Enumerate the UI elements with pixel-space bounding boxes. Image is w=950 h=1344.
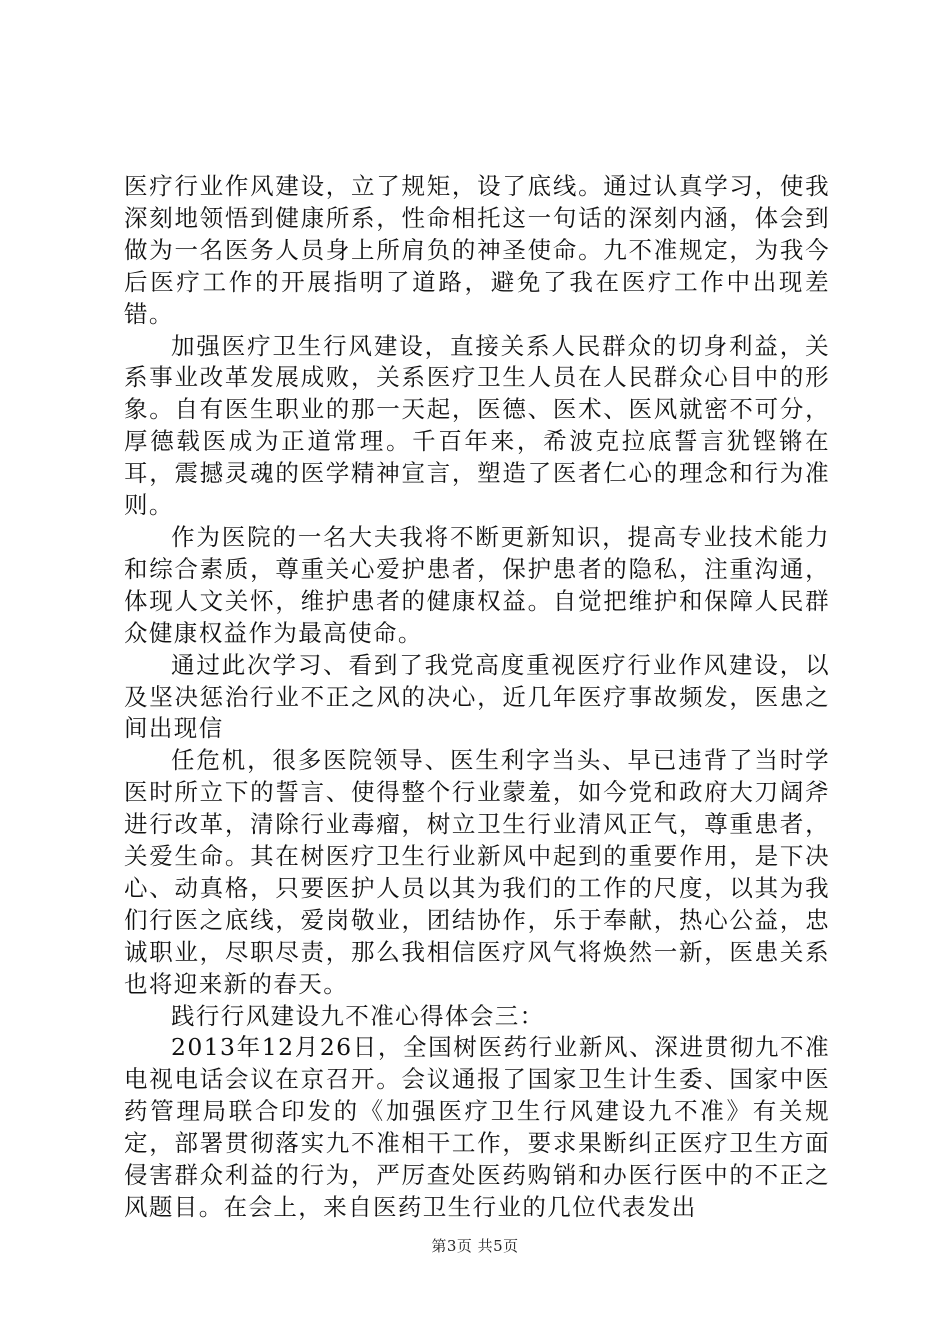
paragraph: 加强医疗卫生行风建设，直接关系人民群众的切身利益，关系事业改革发展成败，关系医疗卫生人员在人民群众心目中的形象。自有医生职业的那一天起，医德、医术、医风就密不可分，厚德载医成为正道常理。千百年来，希波克拉底誓言犹铿锵在耳，震撼灵魂的医学精神宣言，塑造了医者仁心的理念和行为准则。 <box>124 331 830 520</box>
body-text <box>124 171 830 1224</box>
paragraph: 通过此次学习、看到了我党高度重视医疗行业作风建设，以及坚决惩治行业不正之风的决心，近几年医疗事故频发，医患之间出现信 <box>124 650 830 743</box>
section-heading: 践行行风建设九不准心得体会三： <box>171 1001 545 1030</box>
paragraph: 任危机，很多医院领导、医生利字当头、早已违背了当时学医时所立下的誓言、使得整个行业蒙羞，如今党和政府大刀阔斧进行改革，清除行业毒瘤，树立卫生行业清风正气，尊重患者，关爱生命。其在树医疗卫生行业新风中起到的重要作用，是下决心、动真格，只要医护人员以其为我们的工作的尺度，以其为我们行医之底线，爱岗敬业，团结协作，乐于奉献，热心公益，忠诚职业，尽职尽责，那么我相信医疗风气将焕然一新，医患关系也将迎来新的春天。 <box>124 746 830 998</box>
paragraph: 作为医院的一名大夫我将不断更新知识，提高专业技术能力和综合素质，尊重关心爱护患者，保护患者的隐私，注重沟通，体现人文关怀，维护患者的健康权益。自觉把维护和保障人民群众健康权益作为最高使命。 <box>124 522 830 647</box>
paragraph: 2013年12月26日，全国树医药行业新风、深进贯彻九不准电视电话会议在京召开。会议通报了国家卫生计生委、国家中医药管理局联合印发的《加强医疗卫生行风建设九不准》有关规定，部署贯彻落实九不准相干工作，要求果断纠正医疗卫生方面侵害群众利益的行为，严厉查处医药购销和办医行医中的不正之风题目。在会上，来自医药卫生行业的几位代表发出 <box>124 1033 830 1221</box>
paragraph: 医疗行业作风建设，立了规矩，设了底线。通过认真学习，使我深刻地领悟到健康所系，性命相托这一句话的深刻内涵，体会到做为一名医务人员身上所肩负的神圣使命。九不准规定，为我今后医疗工作的开展指明了道路，避免了我在医疗工作中出现差错。 <box>124 172 830 328</box>
page-number-footer: 第3页 共5页 <box>431 1237 519 1255</box>
